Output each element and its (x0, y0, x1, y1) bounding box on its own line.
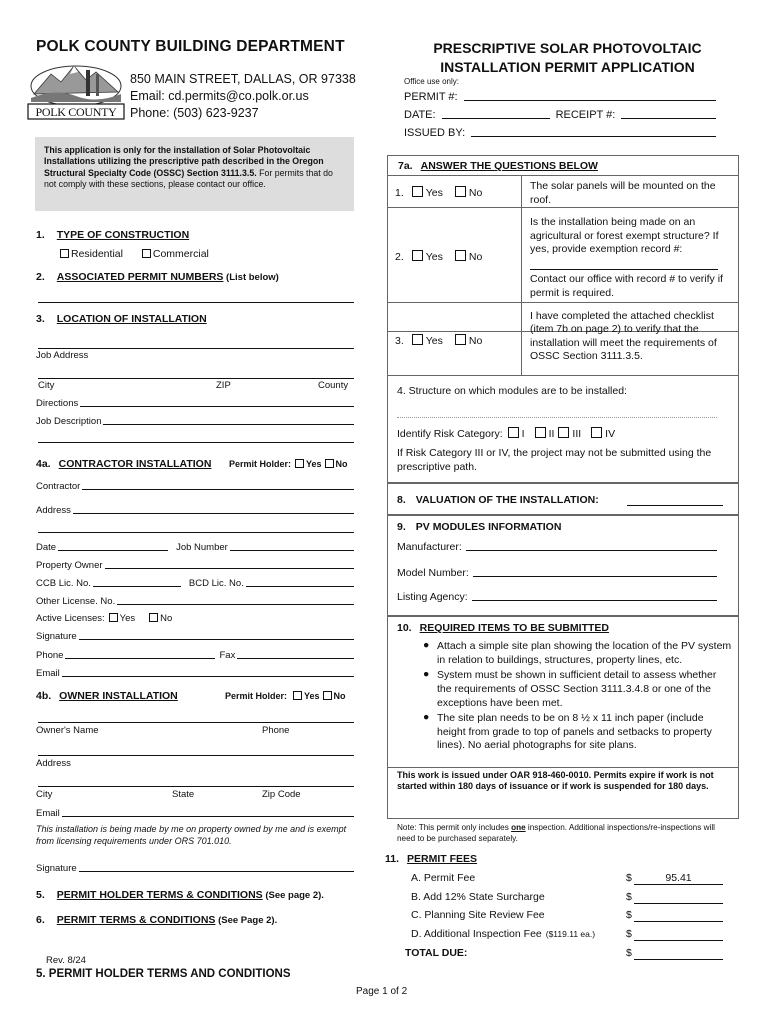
zip-label: ZIP (216, 380, 231, 391)
owner-phone-label: Phone (262, 725, 290, 736)
q2-answer: 2. Yes No (395, 251, 483, 263)
divider (387, 767, 739, 768)
q3-no-checkbox[interactable] (455, 335, 469, 347)
office-date-label: DATE: (404, 109, 436, 121)
owner-holder-no-checkbox[interactable] (323, 691, 334, 701)
owner-address-line[interactable] (38, 755, 354, 756)
job-description-label: Job Description (36, 416, 102, 427)
q2-text: Is the installation being made on an agricultural or forest exempt structure? If yes, provide exemption record #: (530, 216, 719, 256)
model-number-field[interactable] (397, 567, 717, 579)
commercial-checkbox[interactable] (142, 248, 153, 260)
risk-iv-checkbox[interactable] (591, 428, 605, 440)
owner-name-line[interactable] (38, 722, 354, 723)
permit-number-field[interactable] (404, 91, 716, 103)
planning-fee-label: C. Planning Site Review Fee (411, 909, 545, 921)
inspection-note: Note: This permit only includes one inspection. Additional inspections/re-inspections will need to be purchased separately. (397, 823, 715, 843)
phone-fax-field[interactable] (36, 650, 354, 661)
owner-signature-field[interactable] (36, 863, 354, 874)
permit-expiration-notice: This work is issued under OAR 918-460-0010. Permits expire if work is not started within 180 days of issuance or if work is suspended for 180 days. (397, 770, 714, 792)
total-due-amount[interactable] (634, 947, 723, 960)
city-label: City (38, 380, 55, 391)
directions-field[interactable] (36, 398, 354, 409)
owner-city-label: City (36, 789, 53, 800)
section-2-heading: 2. ASSOCIATED PERMIT NUMBERS (List below) (36, 271, 279, 283)
notice-bold-text: This application is only for the installation of Solar Photovoltaic Installations utilizing the prescriptive path described in the Oregon Structural Specialty Code (OSSC) Section 3111.3.5. (44, 145, 324, 178)
issued-by-label: ISSUED BY: (404, 127, 466, 139)
department-name: POLK COUNTY BUILDING DEPARTMENT (36, 38, 345, 55)
page-number: Page 1 of 2 (356, 986, 408, 997)
permit-numbers-line[interactable] (38, 302, 354, 303)
section-7a-heading: 7a. ANSWER THE QUESTIONS BELOW (398, 160, 598, 172)
structure-label: 4. Structure on which modules are to be installed: (397, 385, 627, 397)
owner-state-label: State (172, 789, 195, 800)
contractor-address-label: Address (36, 505, 71, 516)
required-items-list (423, 640, 733, 753)
q1-no-checkbox[interactable] (455, 187, 469, 199)
job-number-label: Job Number (176, 542, 228, 553)
dept-address: 850 MAIN STREET, DALLAS, OR 97338 (130, 72, 356, 86)
contractor-date-label: Date (36, 542, 57, 553)
risk-note: If Risk Category III or IV, the project may not be submitted using the prescriptive path. (397, 447, 712, 473)
section-9-heading: 9. PV MODULES INFORMATION (397, 521, 562, 533)
contractor-address-field[interactable] (36, 505, 354, 516)
form-title-line1: PRESCRIPTIVE SOLAR PHOTOVOLTAIC (433, 40, 702, 56)
currency-symbol: $ (626, 928, 632, 940)
construction-type-options (60, 248, 209, 260)
contractor-email-label: Email (36, 668, 60, 679)
risk-i-checkbox[interactable] (508, 428, 522, 440)
surcharge-amount[interactable] (634, 891, 723, 904)
contractor-permit-holder: Permit Holder: Yes No (229, 459, 348, 469)
polk-county-logo (26, 60, 126, 120)
planning-fee-amount[interactable] (634, 909, 723, 922)
currency-symbol: $ (626, 947, 632, 959)
required-item: ● The site plan needs to be on 8 ½ x 11 inch paper (include height from grade to top of panels and setbacks to property lines). No aerial photographs for site plans. (423, 711, 712, 752)
inspection-fee-amount[interactable] (634, 928, 723, 941)
contractor-label: Contractor (36, 481, 81, 492)
manufacturer-field[interactable] (397, 541, 717, 553)
surcharge-label: B. Add 12% State Surcharge (411, 891, 545, 903)
dept-phone: Phone: (503) 623-9237 (130, 106, 259, 120)
q1-answer: 1. Yes No (395, 187, 483, 199)
section-11-heading: 11. PERMIT FEES (385, 853, 478, 865)
section-1-heading: 1. TYPE OF CONSTRUCTION (36, 229, 190, 241)
valuation-field[interactable] (627, 505, 723, 506)
notice-box (35, 137, 354, 211)
job-address-label: Job Address (36, 350, 89, 361)
county-label: County (318, 380, 349, 391)
owner-city-line[interactable] (38, 786, 354, 787)
property-owner-field[interactable] (36, 560, 354, 571)
bcd-label: BCD Lic. No. (188, 578, 244, 589)
currency-symbol: $ (626, 891, 632, 903)
owner-email-label: Email (36, 808, 60, 819)
owner-permit-holder: Permit Holder: Yes No (225, 691, 346, 701)
q2-contact-text: Contact our office with record # to verify if permit is required. (530, 273, 723, 299)
required-item: ● Attach a simple site plan showing the location of the PV system in relation to buildings, structures, property lines, etc. (423, 639, 732, 666)
commercial-label: Commercial (152, 248, 209, 260)
section-4b-heading: 4b. OWNER INSTALLATION (36, 690, 178, 702)
active-licenses: Active Licenses: Yes No (36, 613, 173, 624)
owner-address-label: Address (36, 758, 71, 769)
dept-email: Email: cd.permits@co.polk.or.us (130, 89, 309, 103)
section-4a-heading: 4a. CONTRACTOR INSTALLATION (36, 458, 212, 470)
fax-label: Fax (219, 650, 236, 661)
currency-symbol: $ (626, 872, 632, 884)
contractor-signature-field[interactable] (36, 631, 354, 642)
listing-agency-label: Listing Agency: (397, 591, 468, 603)
logo-text: POLK COUNTY (35, 105, 117, 119)
inspection-fee-label: D. Additional Inspection Fee ($119.11 ea.) (411, 928, 596, 940)
issued-by-field[interactable] (404, 127, 716, 139)
date-receipt-field[interactable] (404, 109, 716, 121)
permit-fee-label: A. Permit Fee (411, 872, 476, 884)
section-6-heading: 6. PERMIT TERMS & CONDITIONS (See Page 2). (36, 914, 278, 926)
contractor-signature-label: Signature (36, 631, 77, 642)
q3-text: I have completed the attached checklist (item 7b on page 2) to verify that the installation will meet the requirements of OSSC Section 3111.3.5. (530, 310, 717, 363)
listing-agency-field[interactable] (397, 591, 717, 603)
license-numbers-field[interactable] (36, 578, 354, 589)
revision-date: Rev. 8/24 (46, 955, 86, 966)
section-3-heading: 3. LOCATION OF INSTALLATION (36, 313, 207, 325)
contractor-holder-no-checkbox[interactable] (325, 459, 336, 469)
office-use-label: Office use only: (404, 77, 459, 86)
owner-signature-label: Signature (36, 863, 77, 874)
q1-text: The solar panels will be mounted on the roof. (530, 180, 716, 206)
section-5-heading: 5. PERMIT HOLDER TERMS & CONDITIONS (See page 2). (36, 889, 324, 901)
ccb-label: CCB Lic. No. (36, 578, 91, 589)
job-description-field[interactable] (36, 416, 354, 427)
contractor-field[interactable] (36, 481, 354, 492)
owner-holder-yes-checkbox[interactable] (293, 691, 304, 701)
permit-fee-amount[interactable]: 95.41 (634, 872, 723, 885)
exemption-record-line[interactable] (530, 269, 718, 270)
active-yes-checkbox[interactable] (109, 613, 120, 624)
permit-number-label: PERMIT #: (404, 91, 458, 103)
q3-yes-checkbox[interactable] (412, 335, 426, 347)
active-no-checkbox[interactable] (149, 613, 160, 624)
q2-no-checkbox[interactable] (455, 251, 469, 263)
date-jobnumber-field[interactable] (36, 542, 354, 553)
risk-category: Identify Risk Category: I II III IV (397, 428, 616, 440)
terms-footer-heading: 5. PERMIT HOLDER TERMS AND CONDITIONS (36, 968, 291, 980)
owner-zip-label: Zip Code (262, 789, 301, 800)
directions-label: Directions (36, 398, 79, 409)
model-number-label: Model Number: (397, 567, 469, 579)
q3-answer: 3. Yes No (395, 335, 483, 347)
contractor-email-field[interactable] (36, 668, 354, 679)
risk-iii-checkbox[interactable] (558, 428, 572, 440)
job-description-line-2[interactable] (38, 442, 354, 443)
structure-line[interactable] (397, 417, 717, 418)
contractor-phone-label: Phone (36, 650, 64, 661)
other-license-field[interactable] (36, 596, 354, 607)
owner-name-label: Owner's Name (36, 725, 99, 736)
property-owner-label: Property Owner (36, 560, 103, 571)
manufacturer-label: Manufacturer: (397, 541, 462, 553)
q2-yes-checkbox[interactable] (412, 251, 426, 263)
receipt-label: RECEIPT #: (555, 109, 616, 121)
residential-label: Residential (71, 248, 123, 260)
residential-checkbox[interactable] (60, 248, 71, 260)
notice-text: For permits that do not comply with these sections, please contact our office. (44, 167, 333, 190)
q1-yes-checkbox[interactable] (412, 187, 426, 199)
city-zip-county-line[interactable] (38, 378, 354, 379)
contractor-holder-yes-checkbox[interactable] (295, 459, 306, 469)
currency-symbol: $ (626, 909, 632, 921)
owner-statement: This installation is being made by me on property owned by me and is exempt from licensing requirements under ORS 701.010. (36, 824, 347, 846)
job-address-line[interactable] (38, 348, 354, 349)
other-license-label: Other License. No. (36, 596, 116, 607)
risk-ii-checkbox[interactable] (535, 428, 549, 440)
form-title-line2: INSTALLATION PERMIT APPLICATION (440, 59, 695, 75)
owner-email-field[interactable] (36, 808, 354, 819)
contractor-address-line-2[interactable] (38, 532, 354, 533)
section-8-heading: 8. VALUATION OF THE INSTALLATION: (397, 494, 599, 506)
section-10-heading: 10. REQUIRED ITEMS TO BE SUBMITTED (397, 622, 610, 634)
required-item: ● System must be shown in sufficient detail to assess whether the requirements of OSSC Section 3111.3.4.8 or one of the exceptions have been met. (423, 668, 717, 709)
total-due-label: TOTAL DUE: (405, 947, 468, 959)
